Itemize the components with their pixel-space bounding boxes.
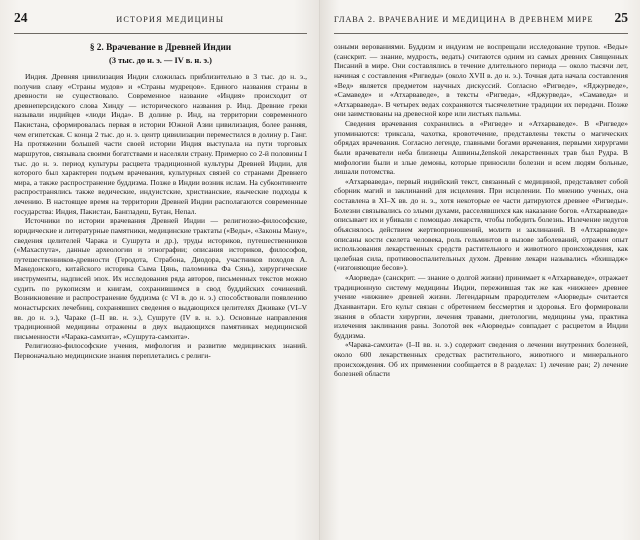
- right-running-head-title: ГЛАВА 2. ВРАЧЕВАНИЕ И МЕДИЦИНА В ДРЕВНЕМ МИРЕ: [334, 15, 594, 24]
- right-body-text: [334, 42, 628, 379]
- section-heading: [14, 42, 307, 66]
- left-running-head: [14, 10, 307, 26]
- left-header-rule: [14, 33, 307, 34]
- left-paragraph-3: Религиозно-философские учения, мифология и развитие медицинских знаний. Первоначально медицинские знания переплетались с религи-: [14, 341, 307, 361]
- left-folio-number: 24: [14, 10, 28, 25]
- left-paragraph-1: Индия. Древняя цивилизация Индии сложилась приблизительно в 3 тыс. до н. э., получив славу «Страны мудов» и «Страны мудрецов». Единого названия страны в древности не существовало. Современное название «Индия» происходит от древнеперсидского слова Хинду — исторического названия р. Инд. Древние греки называли индийцев «люди Инда». В долине р. Инд, на территории современного Пакистана, сформировалась первая в истории Южной Азии цивилизация, более ранняя, чем египетская. С конца 2 тыс. до н. э. центр цивилизации переместился в долину р. Ганг. На протяжении большей части своей истории Индия выступала на пути торговых маршрутов, связывала своими богатствами и населяли страну. Примерно со 2-й половины I тыс. до н. э. период культуры расцвета традиционной культуры Древней Индии, для которого был характерен подъем врачевания, культурных связей со странами Древнего мира, а также распространение буддизма. Позже в Индии возник ислам. На субконтиненте распространялись также ведические, индуистские, христианские, языческие подходы к лечению. В настоящее время на территории Древней Индии располагаются современные государства: Индия, Пакистан, Бангладеш, Бутан, Непал.: [14, 71, 307, 216]
- left-paragraph-2: Источники по истории врачевания Древней Индии — религиозно-философские, юридические и литературные памятники, медицинские трактаты («Веды», «Законы Ману», сведения целителей Чарака и Сушрута и др.), труды историков, путешественников («Махаспута», данные археологии и этнографии; описания историков, философов, путешественников-древности (Геродота, Страбона, Диодора, участников походов А. Македонского, китайского историка Сыма Цянь, паломника Фа Сянь), хирургические инструменты, надписей эпох. Их исследования ряда авторов, письменных текстов можно судить по рукописям и книгам, сохранившимся в свод буддийских сочинений. Возникновение и распространение буддизма (с VI в. до н. э.) способствовали появлению монастырских лечебниц, сохранявших сведения о выдающихся целителях Дживаке (VI–V вв. до н. э.), Чараке (I–II вв. н. э.), Сушруте (IV в. н. э.). Основные направления традиционной медицины отражены в двух выдающихся памятниках медицинской письменности «Чарака-самхита», «Сушрута-самхита».: [14, 216, 307, 341]
- right-page: [320, 0, 640, 540]
- right-running-head: [334, 10, 628, 26]
- right-paragraph-5: «Чарака-самхита» (I–II вв. н. э.) содержит сведения о лечении внутренних болезней, около 600 лекарственных средствах растительного, животного и минерального происхождения. Об их применении сообщается в 8 разделах: 1) лечение ран; 2) лечение болезней области: [334, 340, 628, 379]
- section-heading-line1: § 2. Врачевание в Древней Индии: [89, 43, 232, 53]
- section-heading-line2: (3 тыс. до н. э. — IV в. н. э.): [109, 55, 212, 65]
- left-running-head-title: ИСТОРИЯ МЕДИЦИНЫ: [116, 15, 225, 24]
- right-paragraph-3: «Атхарваведа», первый индийский текст, связанный с медициной, представляет собой сборник магий и заклинаний для исцеления. При исцелении. По мнению ученых, она составлена в XI–X вв. до н. э., хотя некоторые ее части датируются древнее «Ригведы». Болезни связывались со злыми духами, расселявшихся как наказание богов. «Атхарваведа» описывает их и убивали с помощью лекарств, чтобы победить болезнь. Излечение недугов объяснялось действием жертвоприношений, молитв и заклинаний. В «Атхарваведе» описаны кости скелета человека, роль гельминтов в вызове заболеваний, отражен опыт использования лекарственных средств растительного и животного происхождения, как целебная сила, противовоспалительных духом. Древние лекари назывались «бхишадж» («изгоняющие бесов»).: [334, 176, 628, 273]
- right-paragraph-4: «Аюрведа» (санскрит. — знание о долгой жизни) принимает к «Атхарваведе», отражает традиционную систему медицины Индии, пережившая так же как «нижнее» древнее учение «нижние» древней жизни. Легендарным прародителем «Аюрведы» считается Дханвантари. Его культ связан с обретением бессмертия и здоровья. Его формировали знания в области хирургии, лечения травами, диетологии, медицины ума, практика излечения заклинания раны. Золотой век «Аюрведы» совпадает с расцветом в Индии буддизма.: [334, 273, 628, 340]
- left-body-text: [14, 72, 307, 361]
- right-header-rule: [334, 33, 628, 34]
- right-folio-number: 25: [614, 10, 628, 25]
- right-paragraph-1: озными верованиями. Буддизм и индуизм не воспрещали исследование трупов. «Веды» (санскрит. — знание, мудрость, ведать) считаются одним из самых древних Священных Писаний в мире. Они составлялись в течение длительного периода — около тысячи лет, начиная с составления «Ригведы» (около XVII в. до н. э.). Точная дата начала составления «Вед» является предметом научных дискуссий. Согласно «Ригведе», «Яджурведе», «Самаведе» и «Атхарваведе», в тексты «Ригведа», «Яджурведа», «Самаведа» и «Атхарваведа». В четырех ведах сохраняются тысячелетние традиции их передачи. Позже они заимствованы на древесной коре или листьях пальмы.: [334, 42, 628, 119]
- right-paragraph-2: Сведения врачевания сохранились в «Ригведе» и «Атхарваведе». В «Ригведе» упоминаются: триксала, чахотка, кровотечение, представлены тексты о магических обрядах врачевания. Согласно легенде, главными богами врачевания, первыми хирургами были врачеватели неба близнецы Ашвины,ženskой лекарственных трав был Рудра. В мифологии были и злые демоны, которые приносили болезни и всем людям больные, лишали потомства.: [334, 119, 628, 177]
